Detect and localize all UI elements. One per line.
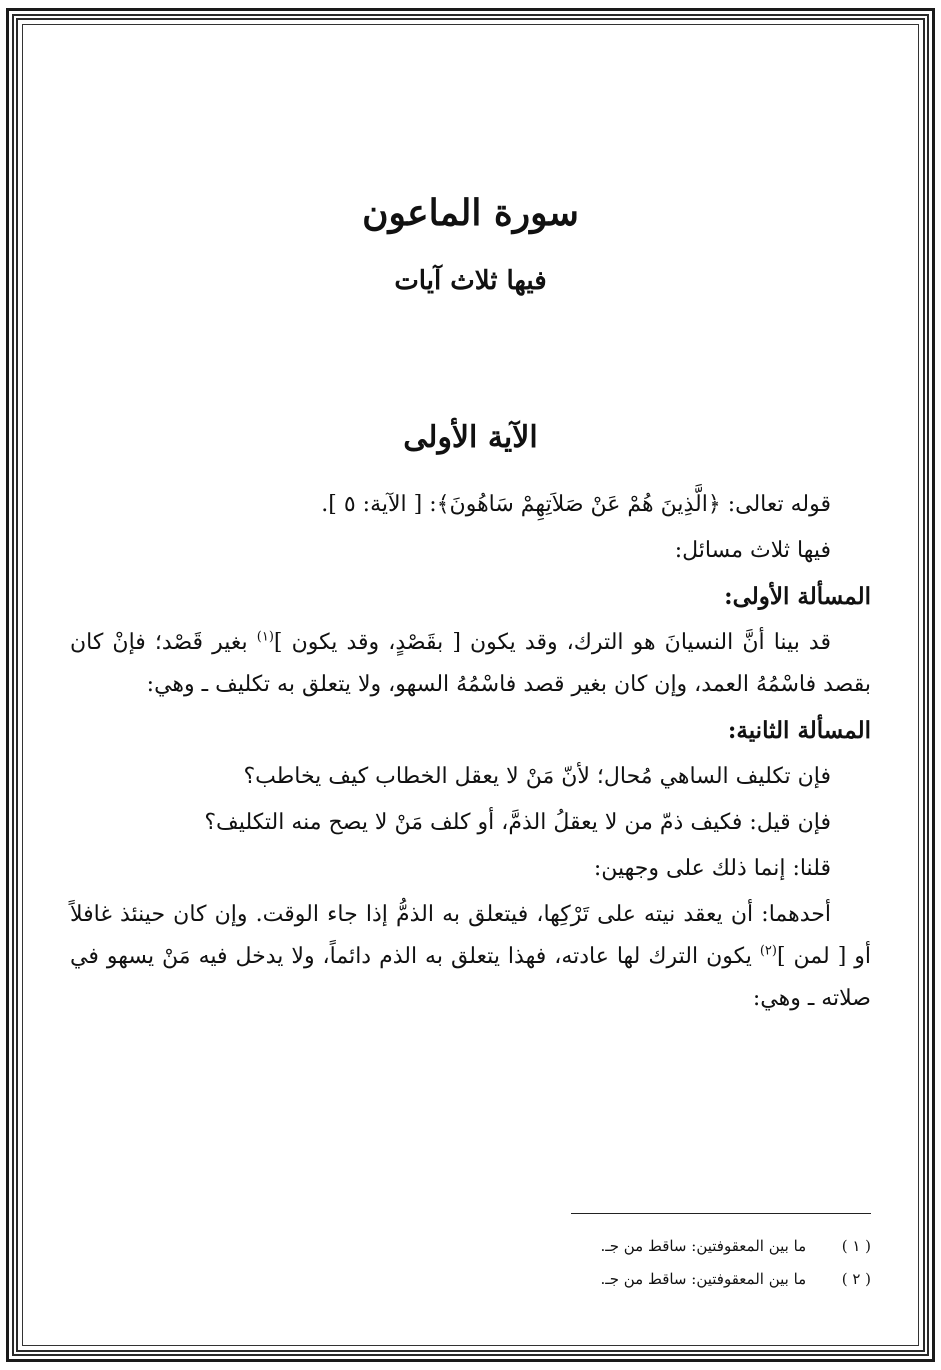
paragraph-text: أحدهما: أن يعقد نيته على تَرْكِها، فيتعلق به الذمُّ إذا جاء الوقت. وإن كان حينئذ غافلاً أو [ لمن ] (70, 902, 871, 969)
paragraph-verse: قوله تعالى: ﴿الَّذِينَ هُمْ عَنْ صَلاَتِهِمْ سَاهُونَ﴾: [ الآية: ٥ ]. (321, 492, 831, 517)
footnotes (70, 1230, 871, 1296)
footnote-reference-2: (٢) (759, 943, 777, 959)
footnote-number: ( ١ ) (841, 1237, 871, 1255)
footnote-1 (70, 1230, 871, 1263)
paragraph-text: قد بينا أنَّ النسيانَ هو الترك، وقد يكون [ بقَصْدٍ، وقد يكون ] (273, 630, 831, 655)
paragraph-text: بغير قَصْد؛ فإنْ كان بقصد فاسْمُهُ العمد، وإن كان بغير قصد فاسْمُهُ السهو، ولا يتعلق به تكليف ـ وهي: (70, 630, 871, 697)
surah-title: سورة الماعون (362, 192, 579, 234)
footnote-reference-1: (١) (256, 629, 274, 645)
footnote-text: ما بين المعقوفتين: ساقط من جـ. (600, 1237, 807, 1255)
footnote-separator (571, 1213, 871, 1214)
body-text (70, 484, 871, 1024)
ayah-heading: الآية الأولى (403, 420, 538, 455)
paragraph-answer: قلنا: إنما ذلك على وجهين: (593, 856, 831, 881)
footnote-2 (70, 1263, 871, 1296)
paragraph-text: يكون الترك لها عادته، فهذا يتعلق به الذم دائماً، ولا يدخل فيه مَنْ يسهو في صلاته ـ وهي: (70, 944, 871, 1011)
masala-first-heading: المسألة الأولى: (724, 583, 871, 610)
paragraph-second-masala: فإن تكليف الساهي مُحال؛ لأنّ مَنْ لا يعقل الخطاب كيف يخاطب؟ (243, 764, 831, 789)
footnote-text: ما بين المعقوفتين: ساقط من جـ. (600, 1270, 807, 1288)
surah-subtitle: فيها ثلاث آيات (394, 266, 547, 296)
paragraph-first-masala (70, 622, 871, 706)
masala-second-heading: المسألة الثانية: (727, 717, 871, 744)
footnote-number: ( ٢ ) (841, 1270, 871, 1288)
paragraph-objection: فإن قيل: فكيف ذمّ من لا يعقلُ الذمَّ، أو كلف مَنْ لا يصح منه التكليف؟ (204, 810, 831, 835)
paragraph-masail-intro: فيها ثلاث مسائل: (674, 538, 831, 563)
paragraph-first-aspect (70, 894, 871, 1020)
page-content (70, 0, 871, 1370)
